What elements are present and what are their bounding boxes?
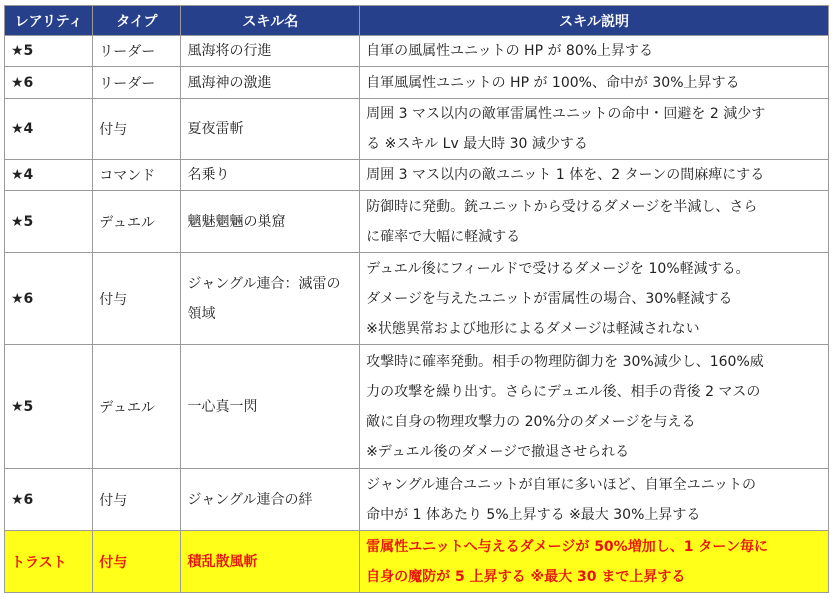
rarity-cell: ★5 — [5, 36, 93, 67]
desc-line: 雷属性ユニットへ与えるダメージが 50%増加し、1 ターン毎に — [366, 538, 769, 555]
header-row — [5, 6, 829, 36]
type-cell: リーダー — [93, 36, 181, 67]
skill-name-cell: 魑魅魍魎の巣窟 — [181, 191, 360, 253]
rarity-cell: ★5 — [5, 191, 93, 253]
skill-description-cell — [360, 160, 829, 191]
type-cell: 付与 — [93, 253, 181, 345]
desc-line: 周囲 3 マス以内の敵軍雷属性ユニットの命中・回避を 2 減少す — [366, 106, 766, 122]
desc-line: 自軍の風属性ユニットの HP が 80%上昇する — [366, 43, 654, 59]
skill-name-cell: 風海神の激進 — [181, 67, 360, 99]
type-cell: コマンド — [93, 160, 181, 191]
skill-description-cell — [360, 36, 829, 67]
skill-name-cell: ジャングル連合の絆 — [181, 469, 360, 531]
skill-name-cell: 積乱散風斬 — [181, 531, 360, 593]
table-row — [5, 345, 829, 469]
rarity-cell: ★4 — [5, 160, 93, 191]
type-cell: デュエル — [93, 191, 181, 253]
rarity-cell: ★6 — [5, 67, 93, 99]
skill-name-cell — [181, 253, 360, 345]
desc-line: ダメージを与えたユニットが雷属性の場合、30%軽減する — [366, 290, 733, 307]
skill-name-cell: 一心真一閃 — [181, 345, 360, 469]
desc-line: 命中が 1 体あたり 5%上昇する ※最大 30%上昇する — [366, 506, 701, 523]
type-cell: リーダー — [93, 67, 181, 99]
desc-line: ジャングル連合ユニットが自軍に多いほど、自軍全ユニットの — [366, 476, 757, 493]
type-cell: 付与 — [93, 531, 181, 593]
table-row — [5, 99, 829, 160]
desc-line: 防御時に発動。銃ユニットから受けるダメージを半減し、さら — [366, 198, 758, 215]
table-row — [5, 253, 829, 345]
desc-line: に確率で大幅に軽減する — [366, 228, 521, 245]
desc-line: 攻撃時に確率発動。相手の物理防御力を 30%減少し、160%威 — [366, 353, 764, 370]
table-row — [5, 469, 829, 531]
desc-line: 力の攻撃を繰り出す。さらにデュエル後、相手の背後 2 マスの — [366, 383, 761, 400]
desc-line: る ※スキル Lv 最大時 30 減少する — [366, 136, 588, 152]
skill-name-cell: 風海将の行進 — [181, 36, 360, 67]
desc-line: ※状態異常および地形によるダメージは軽減されない — [366, 320, 700, 337]
skill-description-cell — [360, 531, 829, 593]
desc-line: ※デュエル後のダメージで撤退させられる — [366, 443, 630, 460]
type-cell: 付与 — [93, 469, 181, 531]
table-row — [5, 67, 829, 99]
desc-line: 自軍風属性ユニットの HP が 100%、命中が 30%上昇する — [366, 74, 740, 91]
desc-line: 敵に自身の物理攻撃力の 20%分のダメージを与える — [366, 413, 696, 430]
table-row-highlighted — [5, 531, 829, 593]
table-row — [5, 160, 829, 191]
skill-description-cell — [360, 191, 829, 253]
header-skill-name: スキル名 — [181, 6, 360, 36]
header-rarity: レアリティ — [5, 6, 93, 36]
header-type: タイプ — [93, 6, 181, 36]
skill-description-cell — [360, 99, 829, 160]
desc-line: デュエル後にフィールドで受けるダメージを 10%軽減する。 — [366, 260, 750, 277]
rarity-cell: トラスト — [5, 531, 93, 593]
skill-description-cell — [360, 253, 829, 345]
header-skill-description: スキル説明 — [360, 6, 829, 36]
skill-name-cell: 名乗り — [181, 160, 360, 191]
skill-description-cell — [360, 345, 829, 469]
rarity-cell: ★5 — [5, 345, 93, 469]
skill-name-line: ジャングル連合：滅雷の — [187, 275, 341, 292]
type-cell: 付与 — [93, 99, 181, 160]
skill-name-cell: 夏夜雷斬 — [181, 99, 360, 160]
type-cell: デュエル — [93, 345, 181, 469]
skill-description-cell — [360, 67, 829, 99]
skill-table — [4, 5, 829, 593]
table-row — [5, 36, 829, 67]
rarity-cell: ★4 — [5, 99, 93, 160]
table-row — [5, 191, 829, 253]
desc-line: 自身の魔防が 5 上昇する ※最大 30 まで上昇する — [366, 568, 686, 585]
desc-line: 周囲 3 マス以内の敵ユニット 1 体を、2 ターンの間麻痺にする — [366, 167, 765, 183]
rarity-cell: ★6 — [5, 253, 93, 345]
rarity-cell: ★6 — [5, 469, 93, 531]
skill-description-cell — [360, 469, 829, 531]
skill-name-line: 領域 — [187, 305, 216, 322]
